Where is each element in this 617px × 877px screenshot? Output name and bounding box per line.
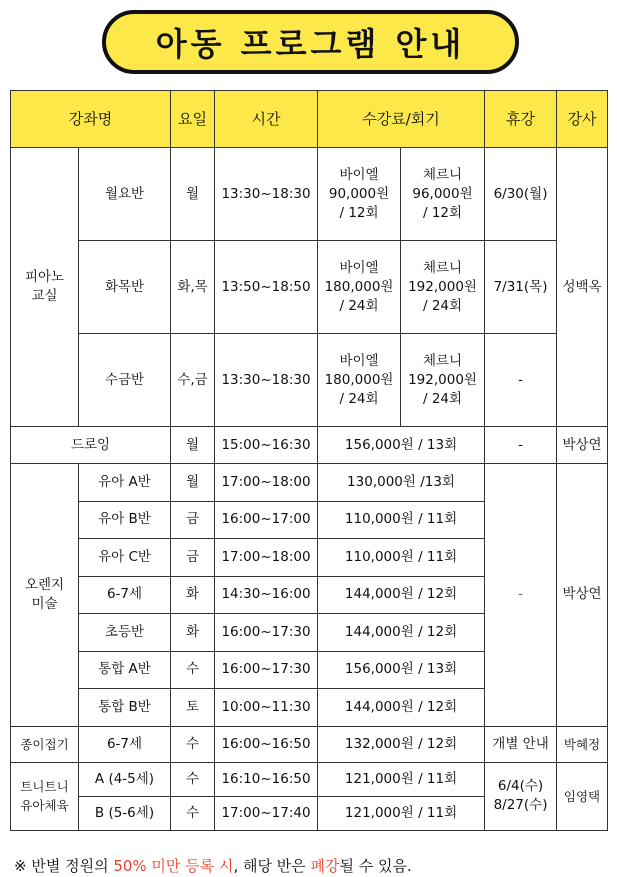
break-date: - <box>485 334 557 427</box>
header-break: 휴강 <box>485 91 557 148</box>
table-row <box>11 427 608 464</box>
teacher-name: 박상연 <box>557 427 608 464</box>
course-name: 트니트니 유아체육 <box>11 762 79 830</box>
class-fee: 121,000원 / 11회 <box>318 796 485 830</box>
class-time: 13:30~18:30 <box>215 334 318 427</box>
course-name: 오렌지 미술 <box>11 464 79 727</box>
class-fee: 121,000원 / 11회 <box>318 762 485 796</box>
class-name: 유아 C반 <box>79 539 171 577</box>
table-row <box>11 762 608 796</box>
class-fee: 132,000원 / 12회 <box>318 726 485 762</box>
break-date: 7/31(목) <box>485 241 557 334</box>
header-time: 시간 <box>215 91 318 148</box>
class-day: 월 <box>171 464 215 502</box>
fee-beyer: 바이엘 180,000원 / 24회 <box>318 334 401 427</box>
class-fee: 156,000원 / 13회 <box>318 427 485 464</box>
header-course: 강좌명 <box>11 91 171 148</box>
class-fee: 130,000원 /13회 <box>318 464 485 502</box>
class-time: 15:00~16:30 <box>215 427 318 464</box>
break-date: 개별 안내 <box>485 726 557 762</box>
break-date: - <box>485 464 557 727</box>
class-time: 10:00~11:30 <box>215 689 318 727</box>
course-name: 드로잉 <box>11 427 171 464</box>
class-time: 17:00~18:00 <box>215 464 318 502</box>
class-name: A (4-5세) <box>79 762 171 796</box>
table-row <box>11 464 608 502</box>
class-time: 16:00~16:50 <box>215 726 318 762</box>
class-time: 16:10~16:50 <box>215 762 318 796</box>
table-row <box>11 148 608 241</box>
teacher-name: 박상연 <box>557 464 608 727</box>
class-day: 토 <box>171 689 215 727</box>
table-row <box>11 334 608 427</box>
class-name: 화목반 <box>79 241 171 334</box>
class-day: 월 <box>171 427 215 464</box>
class-day: 화,목 <box>171 241 215 334</box>
break-date: - <box>485 427 557 464</box>
footnote-highlight-cancel: 폐강 <box>310 857 340 875</box>
class-fee: 110,000원 / 11회 <box>318 539 485 577</box>
class-name: 유아 A반 <box>79 464 171 502</box>
footnote-prefix: ※ 반별 정원의 <box>14 857 114 875</box>
class-time: 16:00~17:00 <box>215 501 318 539</box>
class-day: 수 <box>171 651 215 689</box>
header-fee: 수강료/회기 <box>318 91 485 148</box>
break-date: 6/30(월) <box>485 148 557 241</box>
class-fee: 144,000원 / 12회 <box>318 689 485 727</box>
class-day: 수 <box>171 796 215 830</box>
teacher-name: 박혜정 <box>557 726 608 762</box>
class-name: 통합 B반 <box>79 689 171 727</box>
fee-czerny: 체르니 192,000원 / 24회 <box>401 241 485 334</box>
header-teacher: 강사 <box>557 91 608 148</box>
class-time: 16:00~17:30 <box>215 651 318 689</box>
class-name: B (5-6세) <box>79 796 171 830</box>
class-name: 6-7세 <box>79 726 171 762</box>
class-day: 금 <box>171 539 215 577</box>
class-name: 유아 B반 <box>79 501 171 539</box>
class-day: 수 <box>171 762 215 796</box>
class-time: 17:00~17:40 <box>215 796 318 830</box>
course-name: 피아노 교실 <box>11 148 79 427</box>
class-time: 13:50~18:50 <box>215 241 318 334</box>
class-name: 6-7세 <box>79 576 171 614</box>
footnote-middle: , 해당 반은 <box>233 857 311 875</box>
class-name: 수금반 <box>79 334 171 427</box>
table-row <box>11 241 608 334</box>
header-row <box>11 91 608 148</box>
class-time: 17:00~18:00 <box>215 539 318 577</box>
teacher-name: 성백옥 <box>557 148 608 427</box>
footnote <box>14 855 412 876</box>
title-banner <box>102 10 519 74</box>
fee-beyer: 바이엘 90,000원 / 12회 <box>318 148 401 241</box>
class-time: 13:30~18:30 <box>215 148 318 241</box>
table-row <box>11 726 608 762</box>
class-day: 화 <box>171 576 215 614</box>
footnote-suffix: 될 수 있음. <box>339 857 412 875</box>
course-name: 종이접기 <box>11 726 79 762</box>
teacher-name: 임영택 <box>557 762 608 830</box>
class-fee: 156,000원 / 13회 <box>318 651 485 689</box>
class-day: 월 <box>171 148 215 241</box>
program-table <box>10 90 608 831</box>
class-day: 화 <box>171 614 215 652</box>
break-date: 6/4(수) 8/27(수) <box>485 762 557 830</box>
class-name: 통합 A반 <box>79 651 171 689</box>
class-day: 수 <box>171 726 215 762</box>
class-time: 16:00~17:30 <box>215 614 318 652</box>
class-time: 14:30~16:00 <box>215 576 318 614</box>
footnote-highlight-threshold: 50% 미만 등록 시 <box>113 857 234 875</box>
class-name: 초등반 <box>79 614 171 652</box>
fee-czerny: 체르니 192,000원 / 24회 <box>401 334 485 427</box>
header-day: 요일 <box>171 91 215 148</box>
page-title: 아동 프로그램 안내 <box>155 25 466 63</box>
class-day: 금 <box>171 501 215 539</box>
class-fee: 110,000원 / 11회 <box>318 501 485 539</box>
class-fee: 144,000원 / 12회 <box>318 576 485 614</box>
class-name: 월요반 <box>79 148 171 241</box>
fee-czerny: 체르니 96,000원 / 12회 <box>401 148 485 241</box>
class-day: 수,금 <box>171 334 215 427</box>
class-fee: 144,000원 / 12회 <box>318 614 485 652</box>
fee-beyer: 바이엘 180,000원 / 24회 <box>318 241 401 334</box>
